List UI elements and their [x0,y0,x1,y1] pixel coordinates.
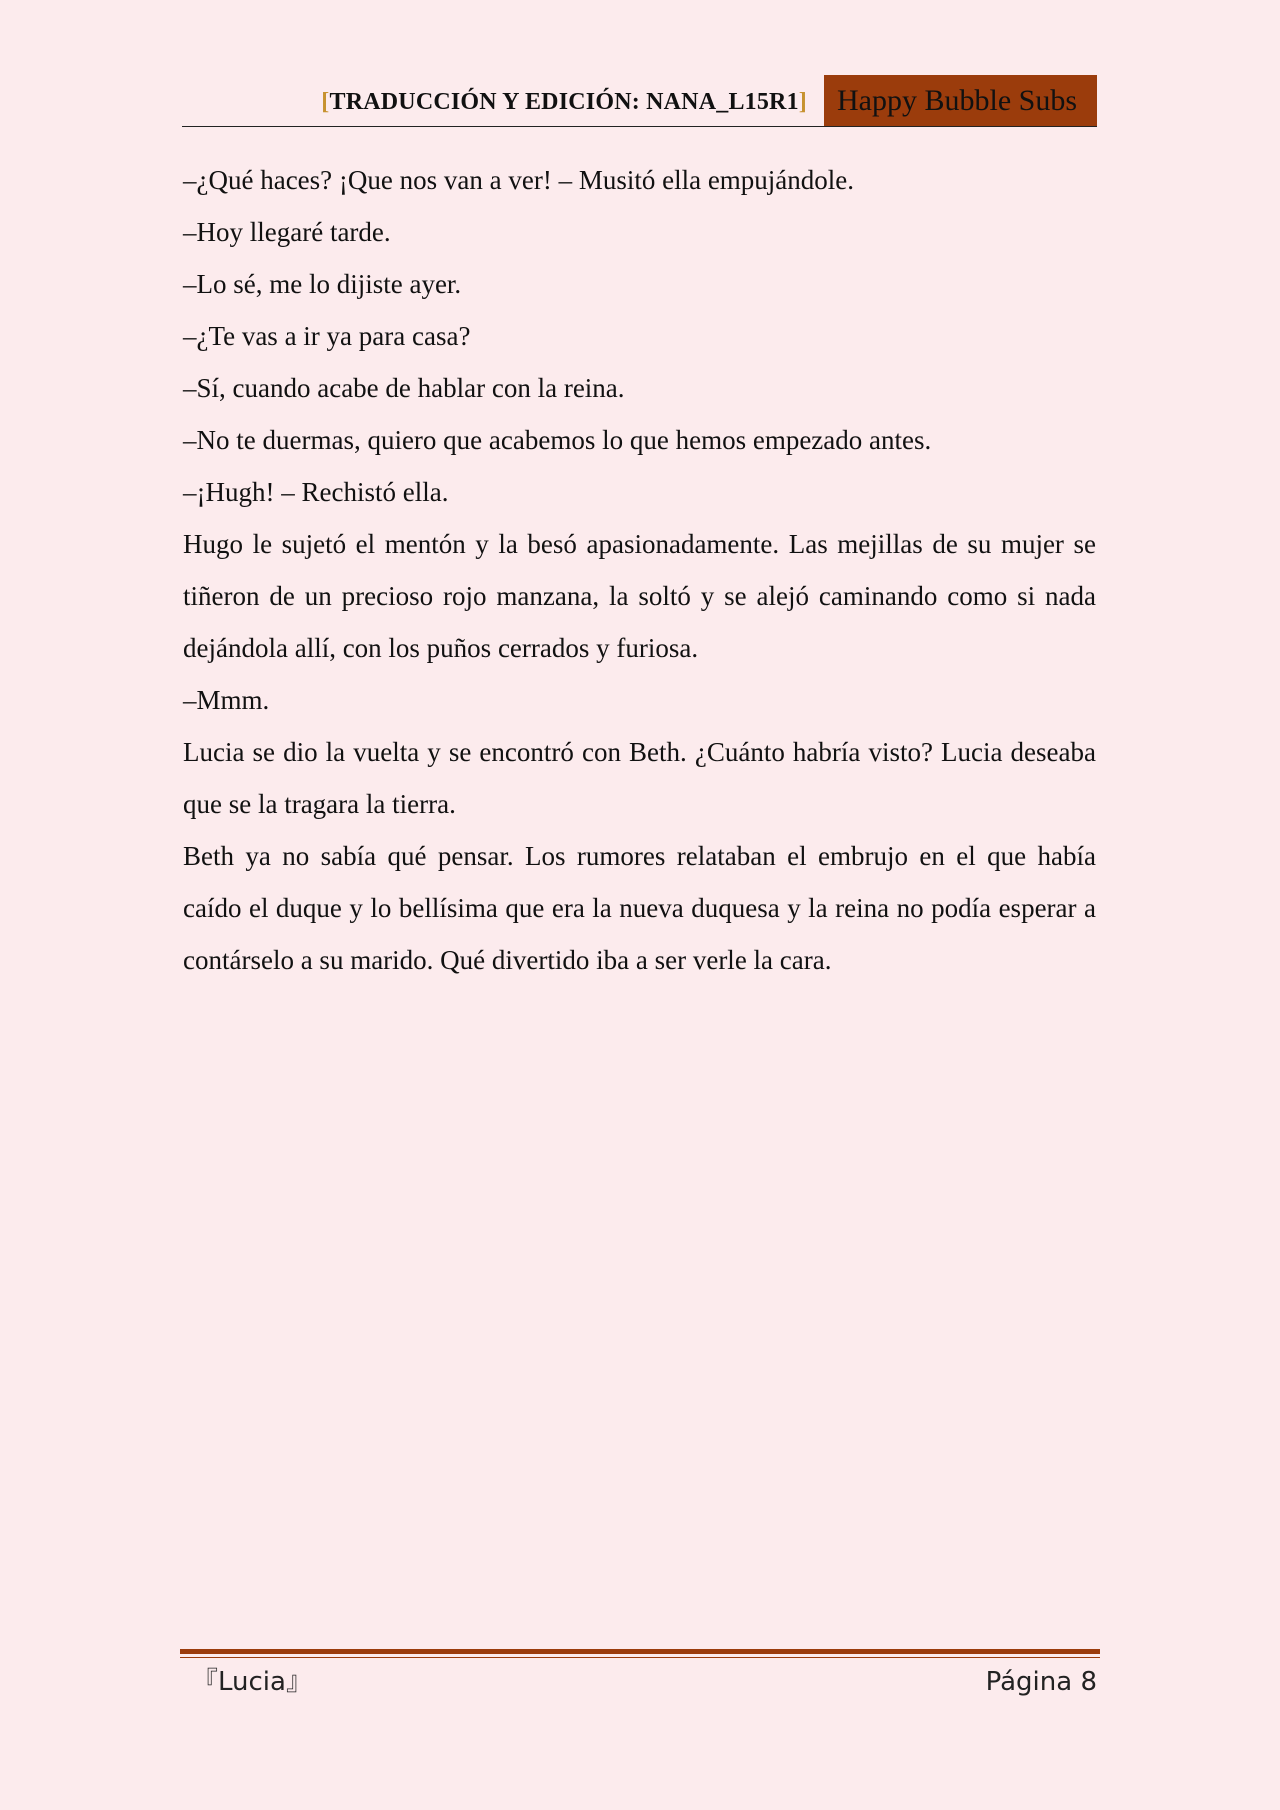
page-body [183,154,1096,986]
credit-bracket-open: [ [321,89,330,115]
header-rule [182,126,1097,127]
group-name-badge: Happy Bubble Subs [824,75,1097,127]
paragraph: –¿Qué haces? ¡Que nos van a ver! – Musitó ella empujándole. [183,165,855,195]
paragraph: –Mmm. [183,685,270,715]
paragraph: –Lo sé, me lo dijiste ayer. [183,269,462,299]
credit-text: TRADUCCIÓN Y EDICIÓN: NANA_L15R1 [329,89,799,115]
paragraph: Hugo le sujetó el mentón y la besó apasionadamente. Las mejillas de su mujer se tiñeron de un precioso rojo manzana, la soltó y se alejó caminando como si nada dejándola allí, con los puños cerrados y furiosa. [183,529,1096,663]
paragraph: Beth ya no sabía qué pensar. Los rumores relataban el embrujo en el que había caído el duque y lo bellísima que era la nueva duquesa y la reina no podía esperar a contárselo a su marido. Qué divertido iba a ser verle la cara. [183,841,1096,975]
page-header [182,75,1097,127]
footer-book-title: 『Lucia』 [192,1667,312,1697]
paragraph: –No te duermas, quiero que acabemos lo que hemos empezado antes. [183,425,932,455]
translation-credit [321,89,807,116]
credit-bracket-close: ] [798,89,807,115]
paragraph: –¡Hugh! – Rechistó ella. [183,477,449,507]
paragraph: –¿Te vas a ir ya para casa? [183,321,471,351]
paragraph: –Hoy llegaré tarde. [183,217,391,247]
footer-rule-thick [180,1649,1100,1654]
paragraph: –Sí, cuando acabe de hablar con la reina. [183,373,625,403]
footer-rule-thin [180,1657,1100,1658]
footer-page-number: Página 8 [985,1667,1097,1697]
paragraph: Lucia se dio la vuelta y se encontró con Beth. ¿Cuánto habría visto? Lucia deseaba que se la tragara la tierra. [183,737,1096,819]
